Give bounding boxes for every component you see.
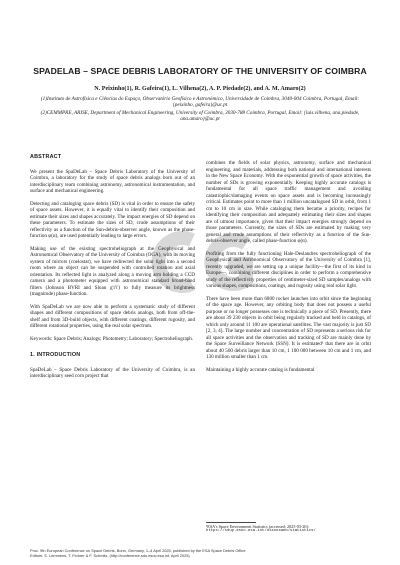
footnote-link[interactable]: https://sdup.esoc.esa.int/discosweb/statistics/	[206, 529, 316, 533]
footnote-text: ¹ESA's Space Environment Statistics (accessed: 2025-03-20):	[206, 524, 310, 529]
intro-paragraph: There have been more than 6800 rocket launches into orbit since the beginning of the space age. However, any orbiting body that does not possess a useful purpose or no longer possesses one is technically a piece of SD. Presently, there are about 39 230 objects in orbit being regularly tracked and held in catalogs, of which only around 11 100 are operational satellites. The vast majority is just SD [2, 3, 4]. The large number and concentration of SD represents a serious risk for all space activities and the observation and tracking of SD are mainly done by the Space Surveillance Network (SSN). It is estimated¹ that there are in orbit about 40 500 debris larger than 10 cm, 1 100 000 between 10 cm and 1 cm, and 130 million smaller than 1 cm.	[206, 295, 371, 360]
intro-paragraph: Profiting from the fully functioning Hale-Deslandres spectroheliograph of the Geophysical and Astronomical Observatory of the University of Coimbra [1], recently upgraded, we are setting up a unique facility—the first of its kind in Europe—, combining different disciplines in order to perform a comprehensive study of the reflectivity properties of centimeter-sized SD samples/analogs with various shapes, compositions, coatings, and rugosity using real solar light.	[206, 250, 371, 289]
right-column	[206, 160, 371, 379]
abstract-paragraph: We present the SpaDeLab – Space Debris Laboratory of the University of Coimbra, a laboratory for the study of space debris analogs born out of an interdisciplinary team combining astronomy, astronomical instrumentation, and surface and mechanical engineering.	[30, 168, 195, 194]
abstract-heading: ABSTRACT	[30, 154, 62, 160]
intro-paragraph: SpaDeLab – Space Debris Laboratory of the University of Coimbra, is an interdisciplinary seed corn project that	[30, 366, 195, 379]
abstract-paragraph: Detecting and cataloging space debris (SD) is vital in order to ensure the safety of space assets. However, it is equally vital to identify their composition and estimate their sizes and shapes accurately. The impact energies of SD depend on these parameters. To estimate the sizes of SD, crude assumptions of their reflectivity as a function of the Sun-debris-observer angle, known as the phase-function φ(α), are used potentially leading to large errors.	[30, 200, 195, 239]
affiliation-1: (1)Instituto de Astrofísica e Ciências do Espaço, Observatório Geofísico e Astronómico, Universidade de Coimbra, 3040-004 Coimbra, Portugal, Email: {peixinho, gafeira}@uc.pt	[40, 96, 360, 109]
footnote-divider	[206, 522, 256, 523]
intro-paragraph: combines the fields of solar physics, astronomy, surface and mechanical engineering, and materials, addressing both national and international interests in the New Space Economy. With the exponential growth of space activities, the number of SDs is growing exponentially. Keeping highly accurate catalogs is fundamental for all space traffic management and avoiding catastrophic/damaging events on space assets and is becoming increasingly critical. Estimates point to more than 1 million uncatalogued SD in orbit, from 1 cm to 10 cm in size. While cataloging them became a priority, recipes for identifying their composition and adequately estimating their sizes and shapes are of utmost importance, given that their impact energies strongly depend on those parameters. Currently, the sizes of SDs are estimated by making very general and crude assumptions of their reflectivity as a function of the Sun-debris-observer angle, called phase-function φ(α).	[206, 160, 371, 244]
abstract-paragraph: Making use of the existing spectroheliograph at the Geophysical and Astronomical Observatory of the University of Coimbra (OGA), with its moving system of mirrors (coelostat), we have redirected the solar light into a second room where an object can be suspended with controlled rotation and axial orientation. Its reflected light is analyzed along a moving arm holding a CCD camera and a photometer equipped with astronomical standard broad-band filters (Johnson BVRI and Sloan g'r'i') to fully measure its brightness (magnitude) phase-function.	[30, 245, 195, 297]
intro-paragraph: Maintaining a highly accurate catalog is fundamental	[206, 366, 315, 373]
footnote	[206, 524, 371, 534]
author-list: N. Peixinho(1), R. Gafeira(1), L. Vilhena(2), A. P. Piedade(2), and A. M. Amaro(2)	[94, 86, 306, 92]
introduction-heading: 1. INTRODUCTION	[30, 352, 81, 358]
footer-line: Proc. 9th European Conference on Space Debris, Bonn, Germany, 1–4 April 2025, published by the ESA Space Debris Office	[30, 548, 246, 553]
affiliation-2: (2)CEMMPRE, ARISE, Department of Mechanical Engineering, University of Coimbra, 3030-788 Coimbra, Portugal, Email: {luis.vilhena, ana.piedade, ana.amaro}@uc.pt	[40, 110, 360, 123]
abstract-paragraph: With SpaDeLab we are now able to perform a systematic study of different shapes and different compositions of space debris analogs, both from off-the-shelf and from 3D-build objects, with different coatings, different rugosity, and different rotational properties, using the real solar spectrum.	[30, 303, 195, 329]
footer-line: Editors: S. Lemmens, T. Flohrer & F. Schmitz, (http://conference.sdo.esoc.esa.int, April 2025)	[30, 553, 190, 559]
keywords: Keywords: Space Debris; Analogs; Photometry; Laboratory; Spectroheliograph.	[30, 335, 194, 342]
page-footer	[30, 548, 375, 558]
left-column	[30, 154, 195, 386]
paper-title: SPADELAB – SPACE DEBRIS LABORATORY OF THE UNIVERSITY OF COIMBRA	[33, 66, 367, 76]
